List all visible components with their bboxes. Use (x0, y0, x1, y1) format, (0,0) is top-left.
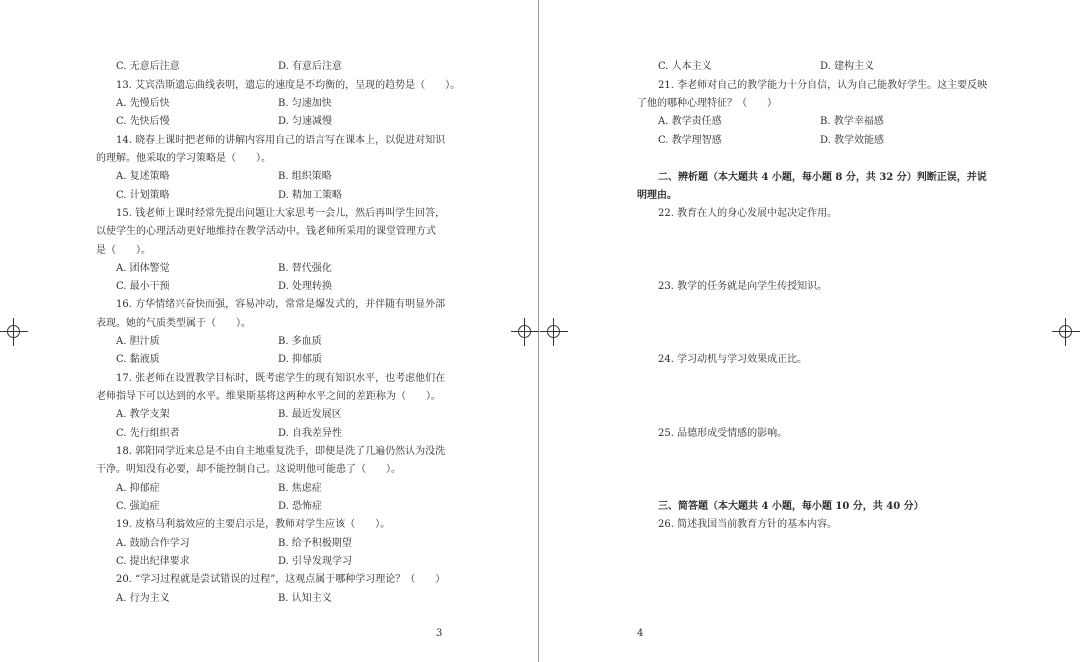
question-text: 20. “学习过程就是尝试错误的过程”，这观点属于哪种学习理论？（ ） (116, 574, 446, 585)
option-text: C. 最小干预 (116, 281, 170, 292)
registration-mark-icon (0, 318, 28, 346)
option-text: D. 自我差异性 (278, 428, 343, 439)
left-page (0, 0, 538, 662)
question-text: 了他的哪种心理特征？（ ） (637, 98, 777, 109)
section-heading: 明理由。 (637, 190, 677, 201)
option-text: D. 引导发现学习 (278, 556, 353, 567)
page-number: 4 (637, 628, 644, 639)
option-text: C. 人本主义 (658, 61, 712, 72)
option-text: D. 恐怖症 (278, 501, 323, 512)
option-text: C. 计划策略 (116, 190, 170, 201)
registration-mark-icon (540, 318, 568, 346)
page-number: 3 (436, 628, 443, 639)
question-text: 14. 晓春上课时把老师的讲解内容用自己的语言写在课本上，以促进对知识 (116, 135, 446, 146)
question-text: 24. 学习动机与学习效果成正比。 (658, 354, 808, 365)
question-text: 26. 简述我国当前教育方针的基本内容。 (658, 519, 838, 530)
option-text: D. 处理转换 (278, 281, 333, 292)
option-text: D. 匀速减慢 (278, 116, 333, 127)
option-text: B. 最近发展区 (278, 409, 342, 420)
option-text: A. 抑郁症 (116, 483, 160, 494)
question-text: 22. 教育在人的身心发展中起决定作用。 (658, 208, 838, 219)
option-text: C. 先行组织者 (116, 428, 180, 439)
option-text: B. 替代强化 (278, 263, 332, 274)
option-text: C. 强迫症 (116, 501, 160, 512)
registration-mark-icon (511, 318, 539, 346)
question-text: 13. 艾宾浩斯遗忘曲线表明，遗忘的速度是不均衡的，呈现的趋势是（ ）。 (116, 80, 461, 91)
option-text: A. 先慢后快 (116, 98, 170, 109)
option-text: A. 教学责任感 (658, 116, 722, 127)
option-text: C. 黏液质 (116, 354, 160, 365)
question-text: 17. 张老师在设置教学目标时，既考虑学生的现有知识水平，也考虑他们在 (116, 373, 446, 384)
option-text: C. 提出纪律要求 (116, 556, 190, 567)
question-text: 25. 品德形成受情感的影响。 (658, 428, 788, 439)
option-text: C. 无意后注意 (116, 61, 180, 72)
question-text: 是（ ）。 (96, 245, 151, 256)
option-text: D. 有意后注意 (278, 61, 343, 72)
question-text: 18. 郭阳同学近来总是不由自主地重复洗手，即便是洗了几遍仍然认为没洗 (116, 446, 446, 457)
question-text: 老师指导下可以达到的水平。维果斯基将这两种水平之间的差距称为（ ）。 (96, 391, 441, 402)
section-heading: 三、简答题（本大题共 4 小题，每小题 10 分，共 40 分） (658, 501, 924, 512)
option-text: D. 建构主义 (820, 61, 875, 72)
option-text: A. 行为主义 (116, 593, 170, 604)
option-text: B. 组织策略 (278, 171, 332, 182)
section-heading: 二、辨析题（本大题共 4 小题，每小题 8 分，共 32 分）判断正误，并说 (658, 172, 987, 183)
right-page (541, 0, 1080, 662)
question-text: 以使学生的心理活动更好地维持在教学活动中。钱老师所采用的课堂管理方式 (96, 226, 436, 237)
question-text: 21. 李老师对自己的教学能力十分自信，认为自己能教好学生。这主要反映 (658, 80, 988, 91)
option-text: B. 匀速加快 (278, 98, 332, 109)
question-text: 15. 钱老师上课时经常先提出问题让大家思考一会儿，然后再叫学生回答， (116, 208, 446, 219)
option-text: A. 复述策略 (116, 171, 170, 182)
option-text: B. 教学幸福感 (820, 116, 884, 127)
question-text: 19. 皮格马利翁效应的主要启示是，教师对学生应该（ ）。 (116, 519, 391, 530)
question-text: 16. 方华情绪兴奋快而强，容易冲动，常常是爆发式的，并伴随有明显外部 (116, 299, 446, 310)
option-text: B. 认知主义 (278, 593, 332, 604)
question-text: 23. 教学的任务就是向学生传授知识。 (658, 281, 828, 292)
question-text: 干净。明知没有必要，却不能控制自己。这说明他可能患了（ ）。 (96, 464, 401, 475)
option-text: A. 鼓励合作学习 (116, 538, 190, 549)
option-text: A. 团体警觉 (116, 263, 170, 274)
option-text: B. 多血质 (278, 336, 322, 347)
option-text: A. 教学支架 (116, 409, 170, 420)
option-text: C. 教学理智感 (658, 135, 722, 146)
option-text: C. 先快后慢 (116, 116, 170, 127)
registration-mark-icon (1052, 318, 1080, 346)
option-text: A. 胆汁质 (116, 336, 160, 347)
question-text: 表现。她的气质类型属于（ ）。 (96, 318, 251, 329)
option-text: D. 精加工策略 (278, 190, 343, 201)
question-text: 的理解。他采取的学习策略是（ ）。 (96, 153, 271, 164)
option-text: D. 教学效能感 (820, 135, 885, 146)
option-text: B. 焦虑症 (278, 483, 322, 494)
option-text: D. 抑郁质 (278, 354, 323, 365)
option-text: B. 给予积极期望 (278, 538, 352, 549)
